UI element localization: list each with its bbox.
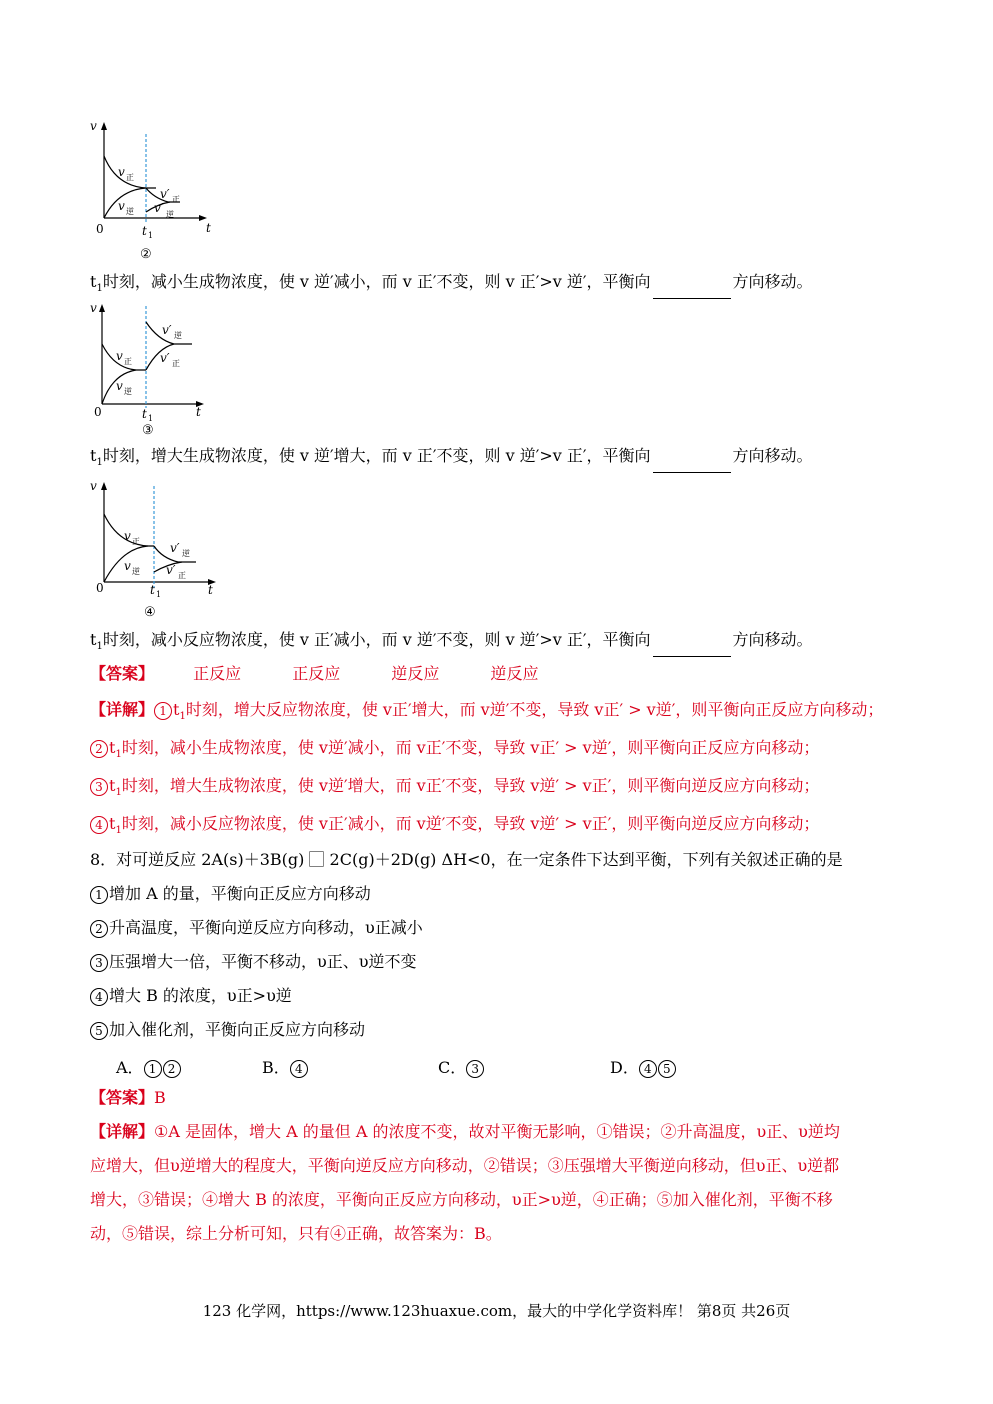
svg-text:④: ④: [144, 605, 156, 620]
svg-text:v: v: [124, 559, 131, 573]
svg-text:v: v: [116, 349, 123, 363]
svg-text:v: v: [124, 529, 131, 543]
svg-text:正: 正: [178, 571, 186, 580]
svg-text:逆: 逆: [174, 331, 182, 340]
svg-text:v′: v′: [160, 351, 170, 365]
svg-text:逆: 逆: [132, 567, 140, 576]
q8-item-1: 1 增加 A 的量，平衡向正反应方向移动: [90, 884, 371, 904]
answer-blank[interactable]: [653, 282, 731, 299]
svg-text:v: v: [118, 199, 125, 213]
svg-text:1: 1: [148, 231, 154, 240]
option-a[interactable]: A． 1 2: [116, 1055, 182, 1078]
q8-item-3: 3 压强增大一倍，平衡不移动，υ正、υ逆不变: [90, 952, 416, 972]
option-c[interactable]: C． 3: [438, 1055, 485, 1078]
svg-text:正: 正: [124, 357, 132, 366]
svg-text:t: t: [150, 583, 155, 597]
svg-text:逆: 逆: [166, 210, 174, 219]
svg-text:v: v: [118, 165, 125, 179]
svg-text:t: t: [208, 583, 213, 597]
answer-blank[interactable]: [653, 456, 731, 473]
answer-blank[interactable]: [653, 640, 731, 657]
q8-item-5: 5 加入催化剂，平衡向正反应方向移动: [90, 1020, 365, 1040]
t1-label: t: [142, 224, 147, 238]
svg-text:逆: 逆: [182, 549, 190, 558]
detail-8-line-4: 动，⑤错误，综上分析可知，只有④正确，故答案为：B。: [90, 1224, 502, 1243]
graph-4: [88, 478, 228, 623]
svg-text:v: v: [116, 379, 123, 393]
option-b[interactable]: B． 4: [262, 1055, 309, 1078]
svg-text:0: 0: [96, 581, 104, 595]
q8-item-2: 2 升高温度，平衡向逆反应方向移动，υ正减小: [90, 918, 423, 938]
graph-2: [88, 118, 218, 268]
svg-text:v′: v′: [160, 187, 170, 201]
svg-text:v′: v′: [170, 541, 180, 555]
y-axis-label: v: [90, 119, 97, 133]
svg-text:v′: v′: [154, 201, 164, 215]
svg-text:v: v: [90, 479, 97, 493]
page-footer: 123 化学网，https://www.123huaxue.com，最大的中学化学资料库！ 第8页 共26页: [202, 1302, 791, 1320]
graph-caption: ②: [140, 247, 152, 262]
svg-text:正: 正: [172, 359, 180, 368]
detail-7-line-1: 【详解】 1 $t_1$时刻，增大反应物浓度，使 v正′增大，而 v逆′不变，导致 v正′ > v逆′，则平衡向正反应方向移动；: [90, 700, 884, 723]
detail-8-line-1: 【详解】①A 是固体，增大 A 的量但 A 的浓度不变，故对平衡无影响，①错误；②升高温度，υ正、υ逆均: [90, 1122, 840, 1141]
question-8-stem: 8．对可逆反应 2A(s)＋3B(g) ⃞ 2C(g)＋2D(g) ΔH<0，在一定条件下达到平衡，下列有关叙述正确的是: [90, 850, 843, 869]
svg-text:正: 正: [172, 195, 180, 204]
x-axis-label: t: [206, 221, 211, 235]
detail-7-line-3: 3 $t_1$时刻，增大生成物浓度，使 v逆′增大，而 v正′不变，导致 v逆′ > v正′，则平衡向逆反应方向移动；: [90, 776, 819, 803]
svg-text:v′: v′: [166, 563, 176, 577]
svg-text:③: ③: [142, 423, 154, 438]
option-d[interactable]: D． 4 5: [610, 1055, 677, 1078]
question-line-3: $t_1$时刻，减小反应物浓度，使 v 正′减小，而 v 逆′不变，则 v 逆′>v 正′，平衡向 方向移动。: [90, 630, 813, 657]
answer-8: 【答案】B: [90, 1088, 166, 1107]
svg-text:0: 0: [94, 405, 102, 419]
svg-text:1: 1: [156, 590, 162, 599]
detail-7-line-4: 4 $t_1$时刻，减小反应物浓度，使 v正′减小，而 v逆′不变，导致 v逆′ > v正′，则平衡向逆反应方向移动；: [90, 814, 819, 841]
detail-8-line-2: 应增大，但υ逆增大的程度大，平衡向逆反应方向移动，②错误；③压强增大平衡逆向移动，但υ正、υ逆都: [90, 1156, 840, 1175]
svg-text:逆: 逆: [126, 207, 134, 216]
answer-7: 【答案】 正反应 正反应 逆反应 逆反应: [90, 664, 539, 683]
svg-text:正: 正: [126, 173, 134, 182]
q8-item-4: 4 增大 B 的浓度，υ正>υ逆: [90, 986, 292, 1006]
svg-text:正: 正: [132, 537, 140, 546]
graph-3: [88, 300, 218, 440]
question-line-2: $t_1$时刻，增大生成物浓度，使 v 逆′增大，而 v 正′不变，则 v 逆′>v 正′，平衡向 方向移动。: [90, 446, 813, 473]
origin-label: 0: [96, 222, 104, 236]
svg-text:v: v: [90, 301, 97, 315]
svg-text:t: t: [196, 405, 201, 419]
svg-text:1: 1: [148, 414, 154, 423]
svg-text:逆: 逆: [124, 387, 132, 396]
detail-7-line-2: 2 $t_1$时刻，减小生成物浓度，使 v逆′减小，而 v正′不变，导致 v正′ > v逆′，则平衡向正反应方向移动；: [90, 738, 819, 765]
detail-8-line-3: 增大，③错误；④增大 B 的浓度，平衡向正反应方向移动，υ正>υ逆，④正确；⑤加入催化剂，平衡不移: [90, 1190, 833, 1209]
svg-text:t: t: [142, 407, 147, 421]
question-line-1: $t_1$时刻，减小生成物浓度，使 v 逆′减小，而 v 正′不变，则 v 正′>v 逆′，平衡向 方向移动。: [90, 272, 813, 299]
svg-text:v′: v′: [162, 323, 172, 337]
